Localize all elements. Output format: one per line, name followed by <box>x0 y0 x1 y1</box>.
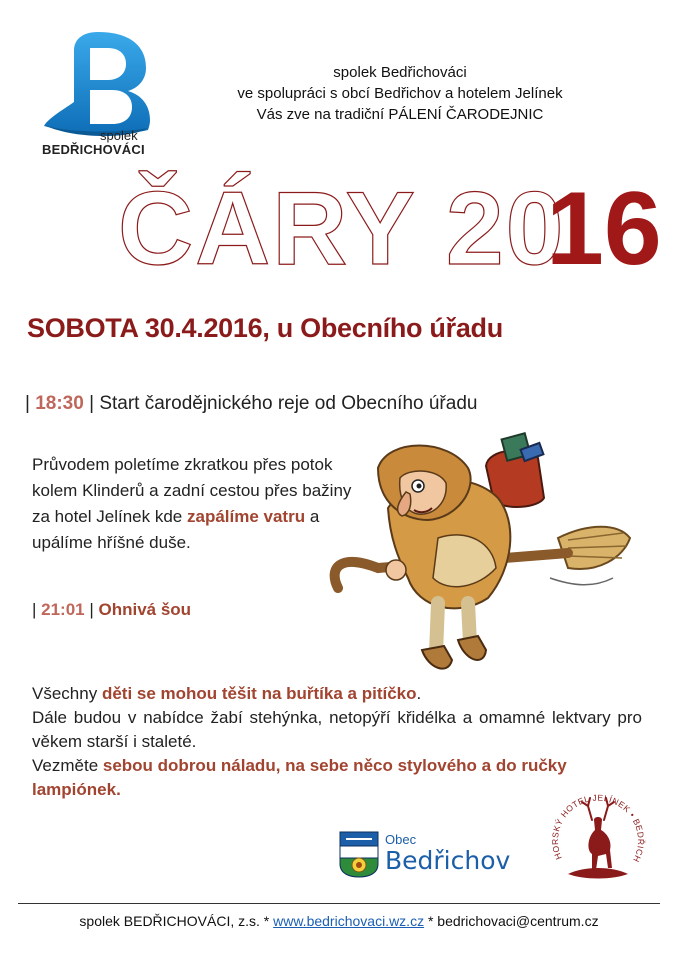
witch-on-broom-icon <box>318 428 636 690</box>
schedule-name: Ohnivá šou <box>98 600 192 619</box>
route-description <box>32 452 362 556</box>
description-text-end: a upálíme hříšné duše. <box>32 507 320 552</box>
intro-line-3: Vás zve na tradiční PÁLENÍ ČARODEJNIC <box>256 106 544 123</box>
schedule-item-start <box>25 393 477 415</box>
event-date-place: u Obecního úřadu <box>269 313 503 343</box>
event-date-bold: SOBOTA 30.4.2016, <box>27 313 270 343</box>
spolek-logo-icon <box>38 28 158 138</box>
poster-title <box>118 168 678 278</box>
event-date <box>27 313 503 344</box>
bottom-highlight-1: děti se mohou těšit na buřtíka a pitíčko <box>101 684 417 703</box>
separator: | <box>84 600 99 619</box>
bottom-text-1b: . <box>416 684 422 703</box>
title-outline-text: ČÁRY 20 <box>118 171 566 278</box>
bottom-highlight-3: sebou dobrou náladu, na sebe něco stylového a do ručky lampiónek. <box>32 756 567 799</box>
footer-divider <box>18 903 660 904</box>
spolek-logo <box>38 28 158 158</box>
description-text: Průvodem poletíme zkratkou přes potok kolem Klinderů a zadní cestou přes bažiny za hotel Jelínek kde <box>32 455 352 526</box>
obec-name: Bedřichov <box>385 846 511 875</box>
obec-label: Obec <box>385 832 417 847</box>
separator: | <box>25 393 36 414</box>
intro-line-1: spolek Bedřichováci <box>333 64 467 81</box>
bottom-text-1a: Všechny <box>32 684 102 703</box>
hotel-jelinek-logo <box>548 780 648 890</box>
separator: | <box>83 393 100 414</box>
website-link[interactable]: www.bedrichovaci.wz.cz <box>273 913 425 929</box>
obec-bedrichov-logo <box>338 830 528 880</box>
schedule-time: 18:30 <box>35 393 84 414</box>
title-year-bold: 16 <box>546 171 662 278</box>
description-highlight: zapálíme vatru <box>186 507 306 526</box>
logo-spolek-text: spolek <box>100 128 138 143</box>
bottom-paragraph-2: Dále budou v nabídce žabí stehýnka, netopýří křidélka a omamné lektvary pro věkem starší i staleté. <box>32 708 642 751</box>
bottom-text-3a: Vezměte <box>32 756 103 775</box>
intro-line-2: ve spolupráci s obcí Bedřichov a hotelem Jelínek <box>237 85 563 102</box>
hotel-stag-logo-icon <box>548 780 648 890</box>
separator: | <box>32 600 42 619</box>
bottom-paragraph-1 <box>32 682 642 706</box>
footer <box>0 913 678 929</box>
schedule-time: 21:01 <box>41 600 85 619</box>
hotel-ring-text: HORSKÝ HOTEL JELÍNEK • BEDŘICH <box>549 792 647 865</box>
coat-of-arms-icon <box>338 830 380 878</box>
schedule-text: Start čarodějnického reje od Obecního úřadu <box>99 393 478 414</box>
footer-org: spolek BEDŘICHOVÁCI, z.s. * <box>79 913 274 929</box>
footer-email: * bedrichovaci@centrum.cz <box>424 913 599 929</box>
schedule-item-fire-show <box>32 600 191 620</box>
logo-name-text: BEDŘICHOVÁCI <box>42 142 145 157</box>
title-graphic <box>118 168 678 278</box>
witch-illustration <box>318 428 636 690</box>
intro-text <box>180 62 620 125</box>
